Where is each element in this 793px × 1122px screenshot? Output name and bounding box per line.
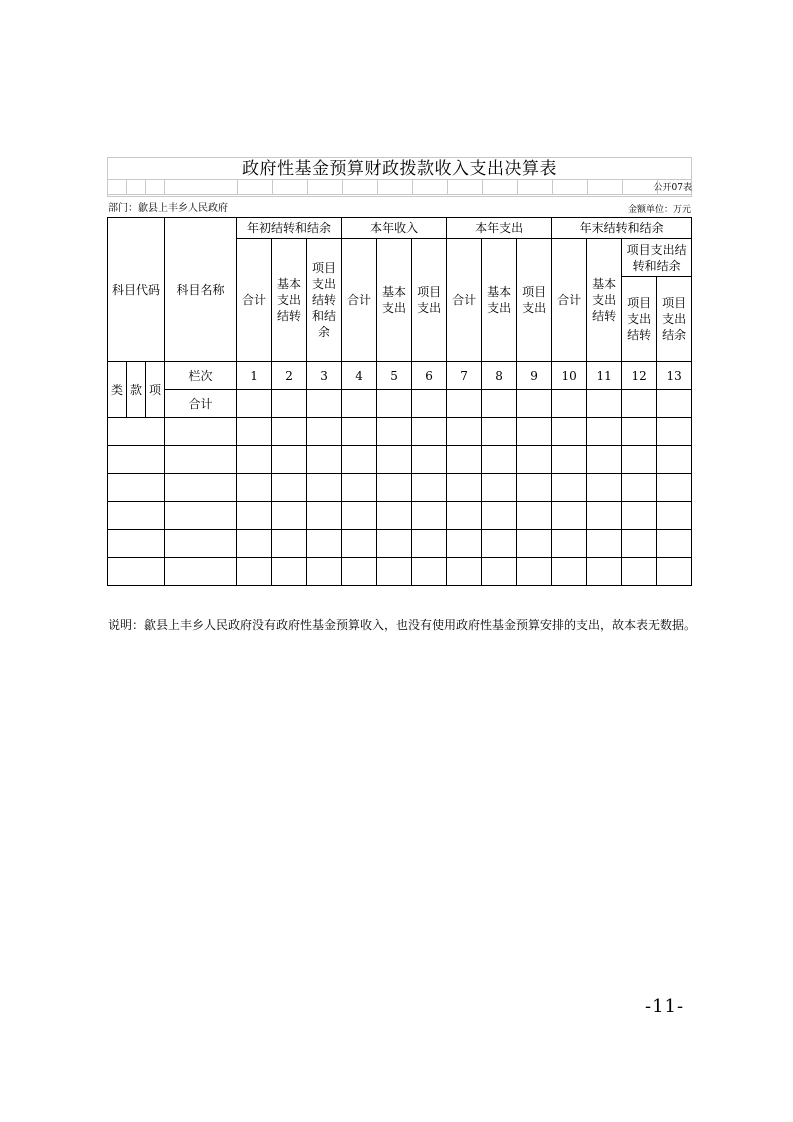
- table-cell: [412, 558, 447, 586]
- table-cell: [482, 418, 517, 446]
- sub-header-begin-total: 合计: [237, 239, 272, 362]
- table-cell: [412, 446, 447, 474]
- table-cell: [272, 502, 307, 530]
- table-cell: [165, 474, 237, 502]
- table-row: [108, 558, 692, 586]
- header-row-groups: [108, 218, 692, 239]
- table-cell: [108, 474, 165, 502]
- column-number: 4: [342, 362, 377, 390]
- table-cell: [108, 558, 165, 586]
- table-cell: [307, 530, 342, 558]
- table-cell: [307, 558, 342, 586]
- table-cell: [272, 474, 307, 502]
- table-cell: [412, 474, 447, 502]
- table-row: [108, 530, 692, 558]
- explanation-note: 说明：歙县上丰乡人民政府没有政府性基金预算收入，也没有使用政府性基金预算安排的支出，故本表无数据。: [108, 618, 697, 632]
- table-cell: [272, 530, 307, 558]
- table-cell: [587, 390, 622, 418]
- table-cell: [165, 418, 237, 446]
- code-section-header: 款: [127, 362, 146, 418]
- table-cell: [307, 418, 342, 446]
- table-cell: [657, 418, 692, 446]
- table-cell: [517, 502, 552, 530]
- table-cell: [272, 558, 307, 586]
- budget-table: [107, 217, 692, 586]
- table-cell: [622, 502, 657, 530]
- column-number: 7: [447, 362, 482, 390]
- table-cell: [552, 446, 587, 474]
- table-cell: [165, 502, 237, 530]
- table-cell: [587, 558, 622, 586]
- table-cell: [447, 418, 482, 446]
- table-cell: [377, 474, 412, 502]
- document-title: 政府性基金预算财政拨款收入支出决算表: [242, 159, 557, 179]
- table-cell: [237, 390, 272, 418]
- table-cell: [165, 558, 237, 586]
- sub-header-income-project: 项目 支出: [412, 239, 447, 362]
- group-header-expenditure: 本年支出: [447, 218, 552, 239]
- table-cell: [272, 390, 307, 418]
- table-cell: [342, 390, 377, 418]
- table-cell: [307, 474, 342, 502]
- sub-header-income-total: 合计: [342, 239, 377, 362]
- column-number: 10: [552, 362, 587, 390]
- sub-header-end-project-group-label: 项目支出结转和结余: [626, 242, 687, 273]
- table-cell: [657, 474, 692, 502]
- column-number: 2: [272, 362, 307, 390]
- group-header-income: 本年收入: [342, 218, 447, 239]
- table-cell: [447, 446, 482, 474]
- table-cell: [108, 530, 165, 558]
- table-cell: [447, 530, 482, 558]
- sub-header-expend-basic: 基本 支出: [482, 239, 517, 362]
- table-cell: [587, 530, 622, 558]
- table-cell: [587, 502, 622, 530]
- table-cell: [552, 390, 587, 418]
- column-number: 3: [307, 362, 342, 390]
- table-cell: [307, 390, 342, 418]
- table-cell: [622, 558, 657, 586]
- table-cell: [237, 474, 272, 502]
- table-cell: [447, 474, 482, 502]
- table-cell: [447, 390, 482, 418]
- table-row: [108, 474, 692, 502]
- table-cell: [447, 502, 482, 530]
- table-cell: [108, 502, 165, 530]
- column-number: 9: [517, 362, 552, 390]
- table-cell: [657, 502, 692, 530]
- table-cell: [482, 390, 517, 418]
- sub-header-end-project-balance: 项目 支出 结余: [657, 277, 692, 362]
- table-cell: [108, 446, 165, 474]
- table-cell: [517, 530, 552, 558]
- total-row-label: 合计: [165, 390, 237, 418]
- table-cell: [272, 446, 307, 474]
- table-cell: [342, 474, 377, 502]
- table-cell: [377, 418, 412, 446]
- table-cell: [412, 418, 447, 446]
- row-index-label: 栏次: [165, 362, 237, 390]
- column-number: 12: [622, 362, 657, 390]
- table-cell: [517, 558, 552, 586]
- table-cell: [657, 530, 692, 558]
- table-cell: [552, 474, 587, 502]
- table-cell: [307, 502, 342, 530]
- table-cell: [622, 474, 657, 502]
- total-row: [108, 390, 692, 418]
- table-cell: [657, 446, 692, 474]
- table-cell: [377, 558, 412, 586]
- table-cell: [165, 446, 237, 474]
- sub-header-end-total: 合计: [552, 239, 587, 362]
- table-cell: [447, 558, 482, 586]
- table-row: [108, 502, 692, 530]
- table-cell: [237, 418, 272, 446]
- sub-header-begin-project: 项目 支出 结转 和结 余: [307, 239, 342, 362]
- table-cell: [517, 474, 552, 502]
- col-header-code: 科目代码: [108, 218, 165, 362]
- table-cell: [587, 446, 622, 474]
- table-cell: [377, 390, 412, 418]
- column-number: 13: [657, 362, 692, 390]
- department-label: 部门：歙县上丰乡人民政府: [108, 203, 228, 214]
- table-cell: [587, 418, 622, 446]
- table-cell: [517, 446, 552, 474]
- code-item-header: 项: [146, 362, 165, 418]
- table-cell: [412, 390, 447, 418]
- table-cell: [412, 502, 447, 530]
- table-cell: [307, 446, 342, 474]
- table-cell: [482, 474, 517, 502]
- table-cell: [482, 558, 517, 586]
- table-cell: [552, 530, 587, 558]
- table-cell: [237, 446, 272, 474]
- table-cell: [412, 530, 447, 558]
- table-cell: [342, 418, 377, 446]
- table-cell: [517, 390, 552, 418]
- table-cell: [342, 558, 377, 586]
- table-cell: [622, 418, 657, 446]
- table-cell: [272, 418, 307, 446]
- table-cell: [552, 502, 587, 530]
- table-cell: [517, 418, 552, 446]
- page-number: -11-: [645, 996, 685, 1017]
- table-cell: [587, 474, 622, 502]
- table-cell: [482, 530, 517, 558]
- column-number: 8: [482, 362, 517, 390]
- table-row: [108, 446, 692, 474]
- table-cell: [622, 446, 657, 474]
- column-number: 11: [587, 362, 622, 390]
- group-header-end-balance: 年末结转和结余: [552, 218, 692, 239]
- table-cell: [237, 502, 272, 530]
- code-class-header: 类: [108, 362, 127, 418]
- table-cell: [237, 558, 272, 586]
- table-cell: [622, 390, 657, 418]
- column-number: 1: [237, 362, 272, 390]
- sub-header-end-project-carry: 项目 支出 结转: [622, 277, 657, 362]
- amount-unit-label: 金额单位：万元: [627, 205, 691, 215]
- table-cell: [377, 446, 412, 474]
- sub-header-begin-basic: 基本 支出 结转: [272, 239, 307, 362]
- column-index-row: [108, 362, 692, 390]
- sub-header-income-basic: 基本 支出: [377, 239, 412, 362]
- col-header-name: 科目名称: [165, 218, 237, 362]
- table-cell: [237, 530, 272, 558]
- table-cell: [657, 390, 692, 418]
- form-number: 公开07表: [653, 183, 692, 193]
- column-number: 6: [412, 362, 447, 390]
- table-cell: [657, 558, 692, 586]
- table-cell: [108, 418, 165, 446]
- table-cell: [552, 558, 587, 586]
- table-cell: [377, 502, 412, 530]
- table-cell: [622, 530, 657, 558]
- table-row: [108, 418, 692, 446]
- sub-header-end-project-group: [622, 239, 692, 277]
- table-cell: [482, 502, 517, 530]
- group-header-begin-balance: 年初结转和结余: [237, 218, 342, 239]
- table-cell: [342, 530, 377, 558]
- table-cell: [377, 530, 412, 558]
- sub-header-expend-project: 项目 支出: [517, 239, 552, 362]
- sub-header-expend-total: 合计: [447, 239, 482, 362]
- table-cell: [482, 446, 517, 474]
- column-number: 5: [377, 362, 412, 390]
- table-cell: [342, 502, 377, 530]
- table-cell: [165, 530, 237, 558]
- table-cell: [342, 446, 377, 474]
- table-cell: [552, 418, 587, 446]
- sub-header-end-basic: 基本 支出 结转: [587, 239, 622, 362]
